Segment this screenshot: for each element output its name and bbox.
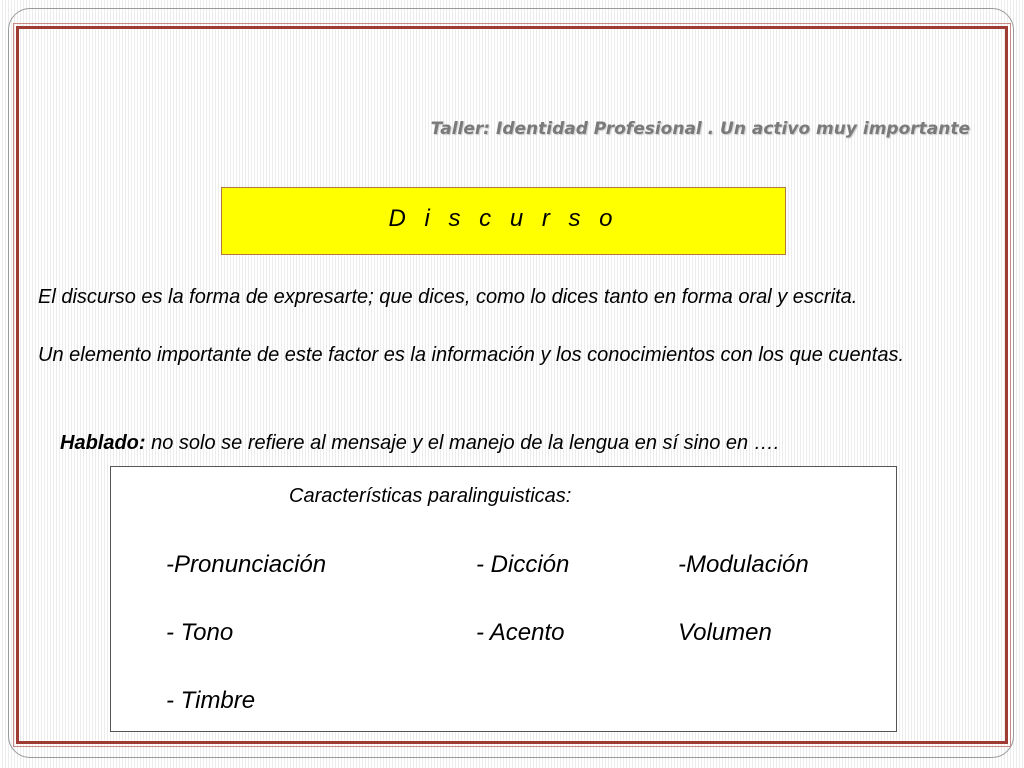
feature-item: -Modulación <box>678 551 809 578</box>
spoken-paragraph <box>60 428 1010 459</box>
spoken-label: Hablado: <box>60 432 146 454</box>
paragraph-definition: El discurso es la forma de expresarte; que dices, como lo dices tanto en forma oral y escrita. <box>38 286 858 308</box>
heading-text: D i s c u r s o <box>388 205 619 232</box>
feature-item: - Tono <box>166 619 234 646</box>
slide-title: Taller: Identidad Profesional . Un activo muy importante <box>430 119 970 139</box>
heading-box <box>221 187 786 255</box>
feature-item: - Dicción <box>476 551 570 578</box>
feature-item: Volumen <box>678 619 772 646</box>
features-title: Características paralinguisticas: <box>289 485 572 507</box>
features-box <box>110 466 897 732</box>
spoken-text: no solo se refiere al mensaje y el manejo de la lengua en sí sino en …. <box>145 432 780 454</box>
feature-item: -Pronunciación <box>166 551 327 578</box>
feature-item: - Acento <box>476 619 565 646</box>
paragraph-information: Un elemento importante de este factor es la información y los conocimientos con los que cuentas. <box>38 344 905 366</box>
feature-item: - Timbre <box>166 687 256 714</box>
